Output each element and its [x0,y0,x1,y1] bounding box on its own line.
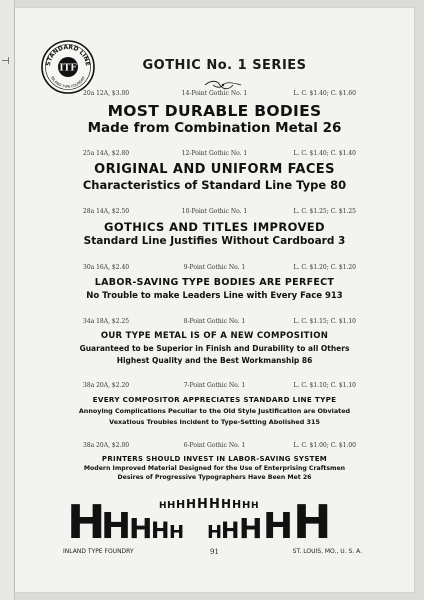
specimen-line: Guaranteed to be Superior in Finish and Durability to all Others [79,344,350,353]
specimen-line: Made from Combination Metal 26 [87,120,342,136]
spec-price: 25a 14A, $2.80 [83,150,130,157]
h-glyph-small: H [186,497,197,511]
h-glyph: H [207,522,223,543]
h-glyph: H [169,522,185,543]
specimen-12pt [15,150,414,192]
adjacent-page-edge [0,0,15,600]
specimen-line: No Trouble to make Leaders Line with Every Face 913 [86,291,343,301]
series-title: GOTHIC No. 1 SERIES [142,58,307,73]
spec-size: 14-Point Gothic No. 1 [181,90,248,97]
h-glyph: H [263,506,294,544]
footer-location: ST. LOUIS, MO., U. S. A. [292,548,362,555]
h-glyph-large: H [293,495,332,544]
spec-size: 12-Point Gothic No. 1 [181,150,248,157]
h-glyph-large: H [67,495,106,544]
spec-price: 30a 16A, $2.40 [83,264,130,271]
binding-mark-icon: ⊣ [1,56,10,67]
specimen-line: Characteristics of Standard Line Type 80 [82,178,347,192]
footer-foundry: INLAND TYPE FOUNDRY [63,548,134,555]
spec-size: 7-Point Gothic No. 1 [183,382,246,389]
h-glyph: H [129,512,153,544]
specimen-line: Standard Line Justifies Without Cardboard 3 [83,235,346,247]
spec-price: 20a 12A, $3.00 [83,90,130,97]
spec-line [15,150,414,160]
spec-lc-price: L. C. $1.40; C. $1.40 [293,150,356,157]
specimen-line: Annoying Complications Peculiar to the Old Style Justification are Obviated [78,407,351,415]
page-number: 91 [210,548,219,556]
h-glyph-small: H [197,497,208,512]
spec-lc-price: L. C. $1.10; C. $1.10 [293,382,356,389]
spec-line [15,264,414,274]
h-glyph-small: H [209,497,220,512]
h-glyph: H [221,519,240,544]
specimen-line: MOST DURABLE BODIES [107,102,322,120]
h-glyph: H [239,512,263,544]
spec-line [15,442,414,452]
spec-lc-price: L. C. $1.25; C. $1.25 [293,208,356,215]
spec-line [15,208,414,218]
specimen-line: OUR TYPE METAL IS OF A NEW COMPOSITION [100,331,329,341]
h-glyph-small: H [221,497,232,511]
spec-size: 10-Point Gothic No. 1 [181,208,248,215]
spec-size: 6-Point Gothic No. 1 [183,442,246,449]
h-glyph-small: H [232,498,242,511]
spec-size: 8-Point Gothic No. 1 [183,318,246,325]
specimen-line: PRINTERS SHOULD INVEST IN LABOR-SAVING SYSTEM [101,455,328,463]
h-glyph-small: H [251,501,259,511]
catalog-page [15,8,414,592]
specimen-7pt [15,382,414,426]
spec-line [15,382,414,392]
h-glyph: H [101,506,132,544]
h-glyph-small: H [159,501,167,511]
logo-text-top: STANDARD LINE [44,43,92,67]
spec-lc-price: L. C. $1.00; C. $1.00 [293,442,356,449]
spec-lc-price: L. C. $1.15; C. $1.10 [293,318,356,325]
h-glyph: H [151,519,170,544]
h-glyph-small: H [176,498,186,511]
h-glyph-small: H [167,500,176,511]
specimen-line: GOTHICS AND TITLES IMPROVED [104,220,325,234]
ornament-flourish-icon [203,80,243,90]
specimen-line: Desires of Progressive Typographers Have Been Met 26 [117,474,312,481]
specimen-line: Vexatious Troubles Incident to Type-Setting Abolished 315 [109,418,320,426]
spec-price: 38a 20A, $2.20 [83,382,130,389]
spec-lc-price: L. C. $1.20; C. $1.20 [293,264,356,271]
logo-monogram: ITF [59,63,77,74]
specimen-line: EVERY COMPOSITOR APPRECIATES STANDARD LINE TYPE [92,395,337,404]
specimen-14pt [15,90,414,136]
spec-size: 9-Point Gothic No. 1 [183,264,246,271]
specimen-9pt [15,264,414,301]
spec-price: 38a 20A, $2.00 [83,442,130,449]
h-glyph-small: H [242,500,251,511]
spec-line [15,318,414,328]
specimen-line: Highest Quality and the Best Workmanship 86 [116,356,313,365]
specimen-6pt [15,442,414,481]
letter-h-size-progression [67,494,367,544]
page-footer [15,548,414,558]
specimen-8pt [15,318,414,365]
specimen-line: ORIGINAL AND UNIFORM FACES [94,162,335,177]
specimen-10pt [15,208,414,247]
logo-text-bottom: INLAND TYPE FOUNDRY [49,75,87,90]
spec-line [15,90,414,100]
specimen-line: Modern Improved Material Designed for the Use of Enterprising Craftsmen [83,465,346,472]
specimen-line: LABOR-SAVING TYPE BODIES ARE PERFECT [94,277,335,288]
spec-price: 28a 14A, $2.50 [83,208,130,215]
spec-price: 34a 18A, $2.25 [83,318,130,325]
spec-lc-price: L. C. $1.40; C. $1.60 [293,90,356,97]
